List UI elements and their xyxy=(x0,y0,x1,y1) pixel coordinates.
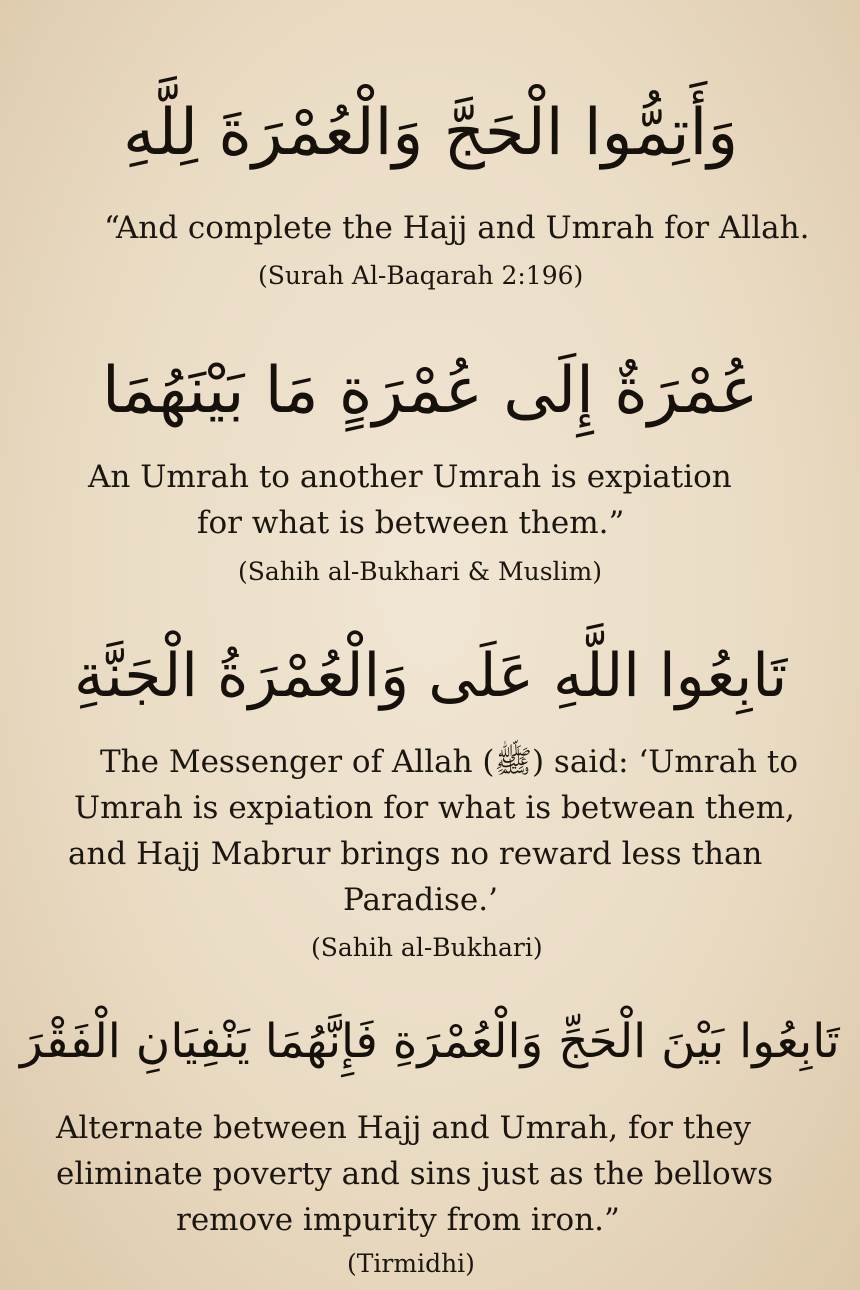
translation-4-line-2: eliminate poverty and sins just as the bellows xyxy=(56,1156,774,1192)
source-3: (Sahih al-Bukhari) xyxy=(311,933,543,962)
arabic-verse-2: عُمْرَةٌ إِلَى عُمْرَةٍ مَا بَيْنَهُمَا xyxy=(102,354,759,428)
translation-3-line-4: Paradise.’ xyxy=(343,882,498,918)
translation-4-line-3: remove impurity from iron.” xyxy=(176,1202,620,1238)
translation-3-line-1: The Messenger of Allah (ﷺ) said: ‘Umrah to xyxy=(100,744,798,780)
arabic-verse-1: وَأَتِمُّوا الْحَجَّ وَالْعُمْرَةَ لِلَّهِ xyxy=(123,96,739,170)
translation-3-line-3: and Hajj Mabrur brings no reward less than xyxy=(68,836,763,872)
translation-3-line-2: Umrah is expiation for what is betwean them, xyxy=(74,790,795,826)
source-4: (Tirmidhi) xyxy=(347,1249,475,1278)
translation-1-line-1: “And complete the Hajj and Umrah for Allah. xyxy=(104,210,810,246)
source-1: (Surah Al-Baqarah 2:196) xyxy=(258,261,584,290)
translation-2-line-1: An Umrah to another Umrah is expiation xyxy=(88,459,732,495)
translation-4-line-1: Alternate between Hajj and Umrah, for they xyxy=(56,1110,752,1146)
translation-2-line-2: for what is between them.” xyxy=(197,505,625,541)
source-2: (Sahih al-Bukhari & Muslim) xyxy=(238,557,602,586)
arabic-verse-4: تَابِعُوا بَيْنَ الْحَجِّ وَالْعُمْرَةِ فَإِنَّهُمَا يَنْفِيَانِ الْفَقْرَ xyxy=(20,1014,840,1069)
arabic-verse-3: تَابِعُوا اللَّهِ عَلَى وَالْعُمْرَةُ الْجَنَّةِ xyxy=(74,641,788,711)
